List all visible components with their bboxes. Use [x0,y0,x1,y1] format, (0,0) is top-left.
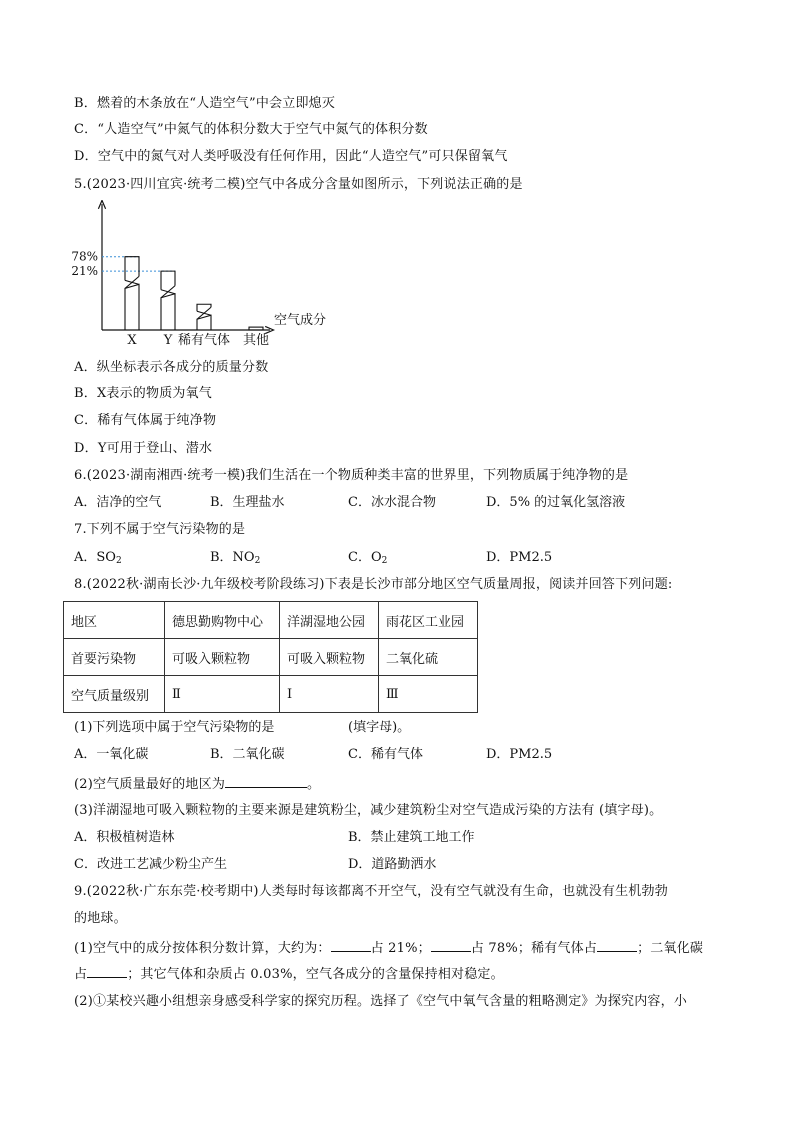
q8-sub1-suffix: (填字母)。 [348,720,411,735]
table-cell: Ⅰ [280,676,379,713]
q9-sub1-line1: (1)空气中的成分按体积分数计算，大约为： 占 21%； 占 78%；稀有气体占 ；二氧化碳 [74,937,703,959]
table-cell: Ⅱ [165,676,280,713]
x-tick-label: X [127,333,137,348]
q7-option-c: C．$O_2$ [348,550,388,566]
q5-option-a: A．纵坐标表示各成分的质量分数 [74,360,269,375]
answer-blank[interactable] [87,963,127,978]
q5-option-c: C．稀有气体属于纯净物 [74,413,217,428]
table-row [64,602,478,639]
q8-sub3: (3)洋湖湿地可吸入颗粒物的主要来源是建筑粉尘，减少建筑粉尘对空气造成污染的方法有 (填字母)。 [74,803,663,818]
answer-blank[interactable] [431,937,471,952]
table-cell: 洋湖湿地公园 [280,602,379,639]
x-tick-label: 其他 [242,333,270,348]
q8-sub3-option-c: C．改进工艺减少粉尘产生 [74,857,227,872]
answer-blank[interactable] [225,773,307,788]
q7-stem: 7.下列不属于空气污染物的是 [74,522,246,537]
x-tick-label: 稀有气体 [177,333,231,348]
table-row [64,676,478,713]
q8-sub1-option-c: C．稀有气体 [348,747,423,762]
q8-sub1-option-d: D．PM2.5 [486,747,553,762]
table-cell: 二氧化硫 [379,639,478,676]
q6-option-a: A．洁净的空气 [74,495,162,510]
air-composition-chart [70,200,370,350]
y-tick-label: 78% [71,249,98,264]
q4-option-c: C．“人造空气”中氮气的体积分数大于空气中氮气的体积分数 [74,122,428,137]
q7-option-d: D．PM2.5 [486,550,553,565]
y-tick-label: 21% [71,264,98,279]
q9-sub1-line2: 占 ；其它气体和杂质占 0.03%，空气各成分的含量保持相对稳定。 [74,963,504,985]
q8-sub3-option-b: B．禁止建筑工地工作 [348,830,475,845]
table-cell: 地区 [64,602,165,639]
bar [197,304,211,311]
q8-sub1-prompt: (1)下列选项中属于空气污染物的是 [74,720,275,735]
table-row [64,639,478,676]
table-cell: 可吸入颗粒物 [280,639,379,676]
table-cell: 德思勤购物中心 [165,602,280,639]
q8-stem: 8.(2022秋·湖南长沙·九年级校考阶段练习)下表是长沙市部分地区空气质量周报，阅读并回答下列问题: [74,577,673,592]
q4-option-b: B．燃着的木条放在“人造空气”中会立即熄灭 [74,96,336,111]
q6-option-c: C．冰水混合物 [348,495,436,510]
answer-blank[interactable] [331,937,371,952]
q8-sub3-option-d: D．道路勤洒水 [348,857,437,872]
q8-sub1-option-a: A．一氧化碳 [74,747,149,762]
q9-sub2: (2)①某校兴趣小组想亲身感受科学家的探究历程。选择了《空气中氧气含量的粗略测定》为探究内容，小 [74,994,688,1009]
air-quality-table [63,601,478,713]
q6-stem: 6.(2023·湖南湘西·统考一模)我们生活在一个物质种类丰富的世界里，下列物质属于纯净物的是 [74,468,629,483]
bar [125,284,139,330]
bar [161,294,175,330]
q8-sub3-option-a: A．积极植树造林 [74,830,175,845]
q5-option-d: D．Y可用于登山、潜水 [74,441,213,456]
q8-sub1-option-b: B．二氧化碳 [210,747,285,762]
q9-stem-line1: 9.(2022秋·广东东莞·校考期中)人类每时每该都离不开空气，没有空气就没有生命，也就没有生机勃勃 [74,884,668,899]
q5-option-b: B．X表示的物质为氧气 [74,386,213,401]
bar [125,257,139,281]
q4-option-d: D．空气中的氮气对人类呼吸没有任何作用，因此“人造空气”可只保留氧气 [74,149,508,164]
table-cell: 首要污染物 [64,639,165,676]
q5-stem: 5.(2023·四川宜宾·统考二模)空气中各成分含量如图所示，下列说法正确的是 [74,177,523,192]
bar [249,327,263,330]
q6-option-b: B．生理盐水 [210,495,285,510]
table-cell: 空气质量级别 [64,676,165,713]
q6-option-d: D．5% 的过氧化氢溶液 [486,495,626,510]
x-tick-label: Y [163,333,173,348]
q7-option-a: A．$SO_2$ [74,550,122,566]
q9-stem-line2: 的地球。 [74,911,127,926]
q8-sub2: (2)空气质量最好的地区为 。 [74,773,320,795]
table-cell: 可吸入颗粒物 [165,639,280,676]
x-axis-label: 空气成分 [274,313,327,328]
table-cell: Ⅲ [379,676,478,713]
answer-blank[interactable] [597,937,637,952]
table-cell: 雨花区工业园 [379,602,478,639]
q7-option-b: B．$NO_2$ [210,550,261,566]
